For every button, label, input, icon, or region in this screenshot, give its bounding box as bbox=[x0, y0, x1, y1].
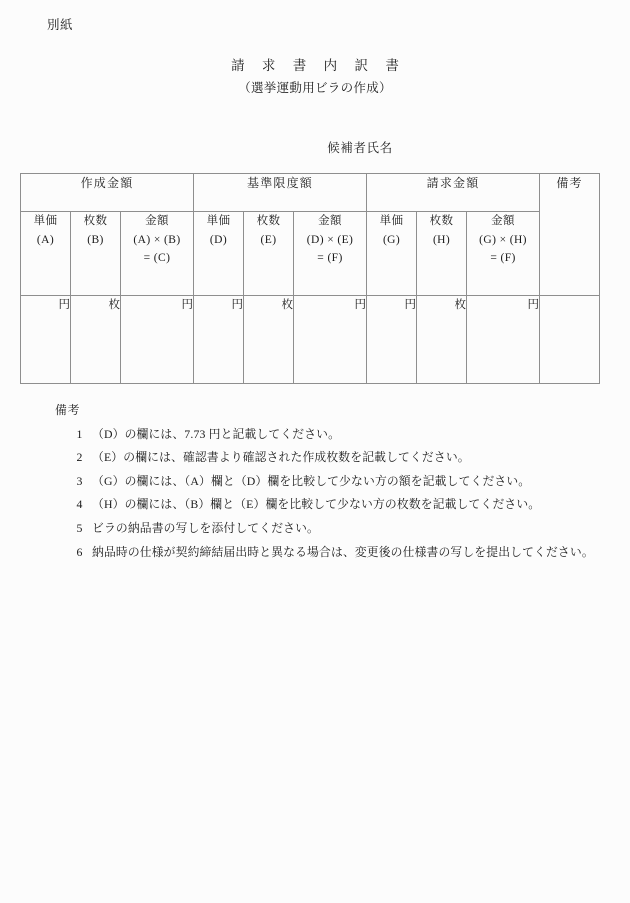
entry-quantity-b[interactable]: 枚 bbox=[71, 296, 121, 384]
column-header-amount-f bbox=[294, 212, 367, 296]
invoice-breakdown-table bbox=[20, 173, 600, 384]
column-header-unit-price-g bbox=[367, 212, 417, 296]
note-number: 4 bbox=[76, 497, 83, 512]
document-subtitle: （選挙運動用ビラの作成） bbox=[238, 81, 392, 96]
note-number: 3 bbox=[76, 473, 83, 488]
column-name: 枚数 bbox=[429, 215, 454, 227]
column-name: 枚数 bbox=[256, 215, 281, 227]
column-code: (B) bbox=[87, 233, 104, 246]
group-header-standard-limit: 基準限度額 bbox=[194, 174, 367, 212]
note-item bbox=[55, 493, 615, 517]
entry-unit-price-g[interactable]: 円 bbox=[367, 296, 417, 384]
entry-remarks[interactable] bbox=[540, 296, 600, 384]
entry-amount-f[interactable]: 円 bbox=[294, 296, 367, 384]
note-number: 2 bbox=[76, 450, 83, 465]
notes-heading: 備考 bbox=[55, 403, 81, 417]
note-item bbox=[55, 541, 615, 565]
note-text: 納品時の仕様が契約締結届出時と異なる場合は、変更後の仕様書の写しを提出してください。 bbox=[92, 544, 594, 559]
note-item bbox=[55, 470, 615, 494]
column-code: (A) bbox=[36, 233, 55, 246]
column-header-unit-price-a bbox=[21, 212, 71, 296]
title-block bbox=[0, 56, 630, 98]
column-header-quantity-b bbox=[71, 212, 121, 296]
column-header-quantity-h bbox=[417, 212, 467, 296]
note-number: 5 bbox=[76, 521, 83, 536]
column-code: (D) × (E) bbox=[306, 233, 354, 246]
entry-unit-price-a[interactable]: 円 bbox=[21, 296, 71, 384]
column-formula: = (C) bbox=[143, 252, 171, 265]
column-code: (G) × (H) bbox=[479, 233, 527, 246]
entry-amount-c[interactable]: 円 bbox=[121, 296, 194, 384]
column-header-amount-gh bbox=[467, 212, 540, 296]
column-name: 単価 bbox=[33, 215, 58, 227]
column-code: (E) bbox=[260, 233, 277, 246]
table-group-header-row bbox=[21, 174, 600, 212]
table-entry-row bbox=[21, 296, 600, 384]
note-item bbox=[55, 517, 615, 541]
note-number: 6 bbox=[76, 544, 83, 559]
column-name: 金額 bbox=[318, 215, 342, 227]
document-title: 請 求 書 内 訳 書 bbox=[231, 58, 406, 73]
column-code: (G) bbox=[382, 233, 401, 246]
note-text: （G）の欄には、（A）欄と（D）欄を比較して少ない方の額を記載してください。 bbox=[92, 473, 531, 488]
group-header-billed-amount: 請求金額 bbox=[367, 174, 540, 212]
note-text: ビラの納品書の写しを添付してください。 bbox=[92, 521, 319, 536]
column-code: (A) × (B) bbox=[133, 233, 181, 246]
notes-section bbox=[55, 402, 615, 564]
column-name: 単価 bbox=[379, 215, 404, 227]
column-name: 金額 bbox=[491, 215, 515, 227]
group-header-creation-amount: 作成金額 bbox=[21, 174, 194, 212]
entry-amount-gh[interactable]: 円 bbox=[467, 296, 540, 384]
column-code: (D) bbox=[209, 233, 228, 246]
column-formula: = (F) bbox=[490, 252, 516, 265]
note-text: （E）の欄には、確認書より確認された作成枚数を記載してください。 bbox=[92, 450, 470, 465]
attachment-label: 別紙 bbox=[47, 18, 74, 32]
note-item bbox=[55, 446, 615, 470]
column-header-amount-c bbox=[121, 212, 194, 296]
column-name: 金額 bbox=[145, 215, 169, 227]
note-text: （H）の欄には、（B）欄と（E）欄を比較して少ない方の枚数を記載してください。 bbox=[92, 497, 541, 512]
column-name: 単価 bbox=[206, 215, 231, 227]
column-code: (H) bbox=[432, 233, 451, 246]
column-header-quantity-e bbox=[244, 212, 294, 296]
note-number: 1 bbox=[76, 426, 83, 441]
candidate-name-label: 候補者氏名 bbox=[327, 141, 393, 155]
entry-unit-price-d[interactable]: 円 bbox=[194, 296, 244, 384]
note-text: （D）の欄には、7.73 円と記載してください。 bbox=[92, 426, 341, 441]
entry-quantity-h[interactable]: 枚 bbox=[417, 296, 467, 384]
group-header-remarks: 備考 bbox=[540, 174, 600, 296]
note-item bbox=[55, 423, 615, 447]
column-name: 枚数 bbox=[83, 215, 108, 227]
entry-quantity-e[interactable]: 枚 bbox=[244, 296, 294, 384]
column-header-unit-price-d bbox=[194, 212, 244, 296]
column-formula: = (F) bbox=[317, 252, 343, 265]
table-subheader-row bbox=[21, 212, 600, 296]
